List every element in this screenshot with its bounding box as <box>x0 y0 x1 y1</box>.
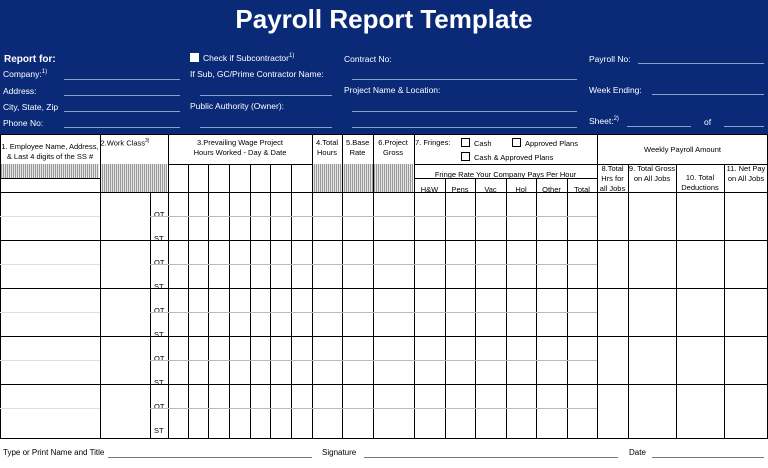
grid-line <box>724 164 725 438</box>
city-field[interactable] <box>64 111 180 112</box>
grid-line <box>597 164 768 165</box>
footer <box>0 440 768 468</box>
gc-name-field[interactable] <box>200 95 332 96</box>
payroll-no-label: Payroll No: <box>589 54 631 64</box>
print-name-label: Type or Print Name and Title <box>3 448 105 457</box>
grid-line <box>475 178 476 438</box>
grid-line <box>100 134 101 438</box>
project-name-field[interactable] <box>352 111 577 112</box>
date-field[interactable] <box>652 457 764 458</box>
sheet-field[interactable] <box>627 126 691 127</box>
week-ending-label: Week Ending: <box>589 85 642 95</box>
grid-line <box>168 134 169 438</box>
col-base-rate-header: 5.Base Rate <box>346 138 370 158</box>
row-label: OT <box>154 354 165 363</box>
grid-line <box>150 192 151 438</box>
grid-line <box>445 178 446 438</box>
fringe-col-hw: H&W <box>420 185 439 194</box>
grid-line <box>0 240 768 241</box>
row-label: ST <box>154 234 164 243</box>
row-label: OT <box>154 210 165 219</box>
checkbox-icon[interactable] <box>461 138 470 147</box>
grid-line <box>414 134 415 438</box>
title-bar <box>0 0 768 38</box>
company-field[interactable] <box>64 79 180 80</box>
grid-line <box>291 164 292 438</box>
of-label: of <box>704 117 712 127</box>
report-header <box>0 38 768 134</box>
grid-line <box>270 164 271 438</box>
row-label: ST <box>154 330 164 339</box>
date-label: Date <box>629 448 646 457</box>
grid-line <box>0 336 768 337</box>
grid-line <box>567 178 568 438</box>
fringe-col-other: Other <box>542 185 561 194</box>
grid-line <box>0 288 768 289</box>
grid-line <box>0 312 100 313</box>
grid-line <box>150 216 597 217</box>
fringe-col-total: Total <box>574 185 590 194</box>
grid-line <box>628 164 629 438</box>
weekly-payroll-header: Weekly Payroll Amount <box>644 145 721 154</box>
row-label: OT <box>154 402 165 411</box>
signature-field[interactable] <box>364 457 618 458</box>
grid-line <box>0 408 100 409</box>
grid-line <box>150 312 597 313</box>
company-label: Company:$^{1)}$ <box>3 69 48 79</box>
grid-line <box>676 164 677 438</box>
grid-line <box>208 164 209 438</box>
address-field[interactable] <box>64 95 180 96</box>
col-total-hours-header: 4.Total Hours <box>315 138 339 158</box>
grid-line <box>0 384 768 385</box>
subcontractor-checkbox[interactable]: Check if Subcontractor$^{1)}$ <box>190 53 294 63</box>
col-project-gross-header: 6.Project Gross <box>378 138 408 158</box>
grid-line <box>168 164 312 165</box>
grid-line <box>250 164 251 438</box>
print-name-field[interactable] <box>108 457 312 458</box>
payroll-table <box>0 134 768 438</box>
hatch-col4-6 <box>312 164 413 192</box>
sheet-total-field[interactable] <box>724 126 764 127</box>
col-hours-worked-header: 3.Prevailing Wage Project Hours Worked - Day & Date <box>193 138 287 158</box>
checkbox-icon[interactable] <box>190 53 199 62</box>
payroll-no-field[interactable] <box>638 63 764 64</box>
grid-line <box>536 178 537 438</box>
col-work-class-header: 2.Work Class$^{3)}$ <box>100 138 150 148</box>
grid-line <box>188 164 189 438</box>
row-label: OT <box>154 258 165 267</box>
project-name-label: Project Name & Location: <box>344 85 441 95</box>
fringe-cash-approved-option[interactable]: Cash & Approved Plans <box>461 152 553 163</box>
grid-line <box>150 264 597 265</box>
if-sub-label: If Sub, GC/Prime Contractor Name: <box>190 69 324 79</box>
row-label: ST <box>154 282 164 291</box>
grid-line <box>0 134 768 135</box>
page-title: Payroll Report Template <box>0 0 768 38</box>
col-employee-header: 1. Employee Name, Address, & Last 4 digits of the SS # <box>1 142 99 162</box>
fringe-col-pens: Pens <box>451 185 469 194</box>
grid-line <box>150 360 597 361</box>
sheet-label: Sheet:$^{2)}$ <box>589 116 619 126</box>
col-net-pay-header: 11. Net Pay on All Jobs <box>726 164 766 184</box>
city-label: City, State, Zip <box>3 102 59 112</box>
signature-label: Signature <box>322 448 357 457</box>
grid-line <box>0 134 1 438</box>
checkbox-icon[interactable] <box>461 152 470 161</box>
col-total-hrs-header: 8.Total Hrs for all Jobs <box>599 164 626 194</box>
grid-line <box>229 164 230 438</box>
row-label: ST <box>154 426 164 435</box>
contract-no-label: Contract No: <box>344 54 392 64</box>
grid-line <box>0 192 768 193</box>
grid-line <box>414 178 597 179</box>
grid-line <box>597 134 598 438</box>
phone-label: Phone No: <box>3 118 44 128</box>
checkbox-icon[interactable] <box>512 138 521 147</box>
fringe-approved-option[interactable]: Approved Plans <box>512 138 578 149</box>
fringe-rate-header: Fringe Rate Your Company Pays Per Hour <box>434 170 577 179</box>
grid-line <box>414 164 597 165</box>
public-authority-field[interactable] <box>200 127 332 128</box>
report-for-label: Report for: <box>4 54 56 65</box>
hatch-col1 <box>1 164 99 178</box>
fringe-cash-option[interactable]: Cash <box>461 138 492 149</box>
grid-line <box>0 264 100 265</box>
contract-no-field[interactable] <box>352 79 577 80</box>
grid-line <box>0 360 100 361</box>
public-authority-label: Public Authority (Owner): <box>190 101 285 111</box>
row-label: ST <box>154 378 164 387</box>
grid-line <box>150 408 597 409</box>
col-deductions-header: 10. Total Deductions <box>681 173 719 193</box>
grid-line <box>373 134 374 438</box>
fringe-col-hol: Hol <box>515 185 527 194</box>
grid-line <box>342 134 343 438</box>
week-ending-field[interactable] <box>652 94 764 95</box>
col-fringes-header: 7. Fringes: <box>415 138 451 147</box>
grid-line <box>0 178 100 179</box>
row-label: OT <box>154 306 165 315</box>
hatch-col2 <box>100 164 167 192</box>
fringe-col-vac: Vac <box>484 185 497 194</box>
grid-line <box>506 178 507 438</box>
phone-field[interactable] <box>64 127 180 128</box>
address-label: Address: <box>3 86 37 96</box>
grid-line <box>312 134 313 438</box>
col-total-gross-header: 9. Total Gross on All Jobs <box>628 164 676 184</box>
project-location-field[interactable] <box>352 127 577 128</box>
grid-line <box>0 216 100 217</box>
grid-line <box>0 438 768 439</box>
